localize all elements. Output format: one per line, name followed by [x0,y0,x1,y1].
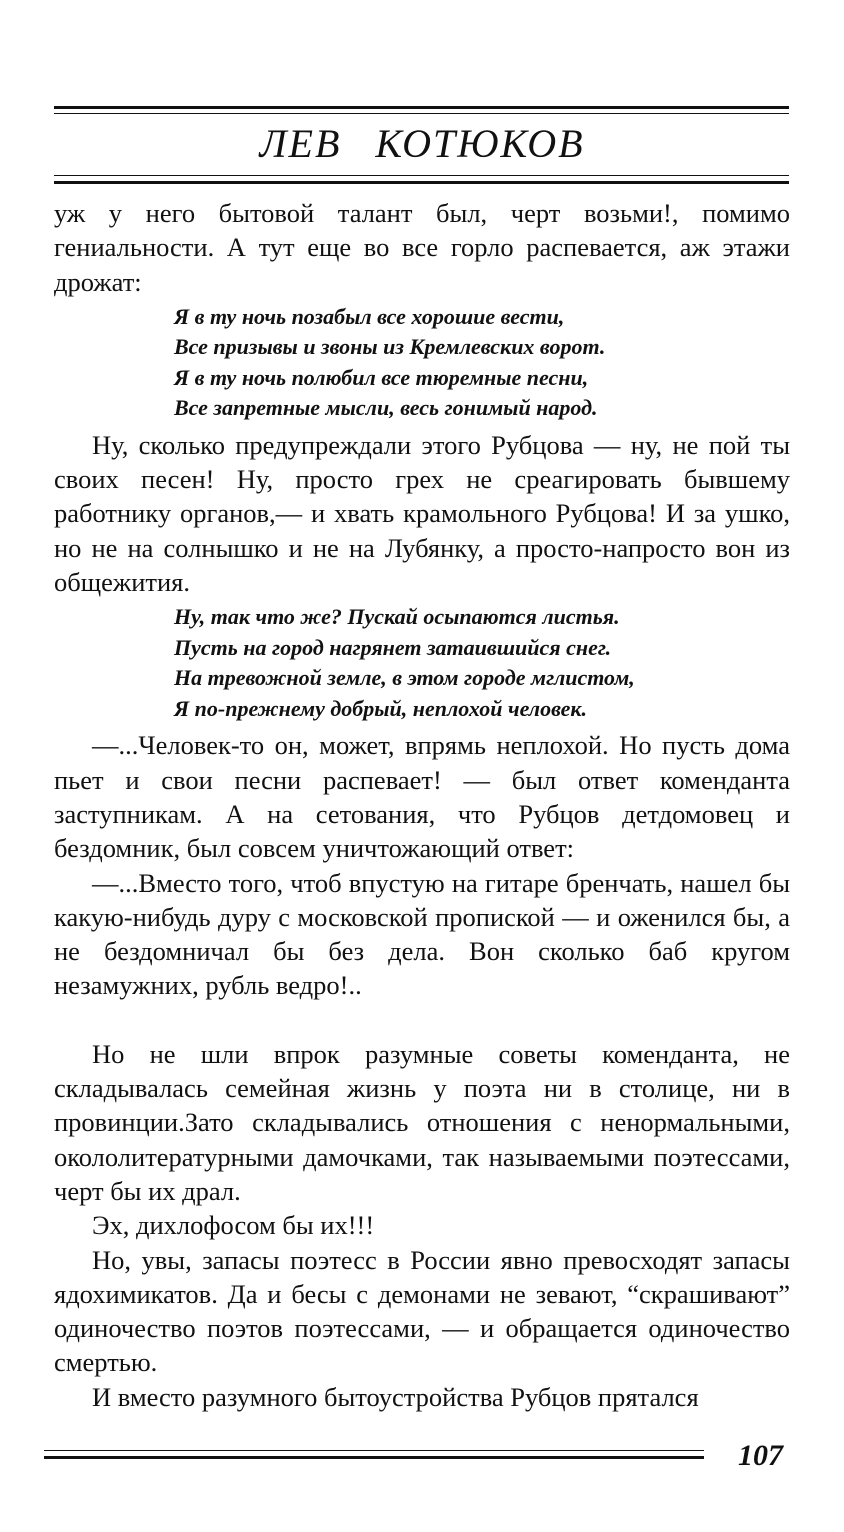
section-gap [54,1003,790,1037]
paragraph: Ну, сколько предупреждали этого Рубцова — ну, не пой ты своих песен! Ну, просто грех не среагировать бывшему работнику органов,— и хвать крамольного Рубцова! И за ушко, но не на солнышко и не на Лубянку, а просто-напросто вон из общежития. [54,429,790,598]
running-header-author: ЛЕВ КОТЮКОВ [259,121,585,166]
page-body [54,196,790,1414]
verse-stanza-2 [174,602,790,724]
paragraph: —...Вместо того, чтоб впустую на гитаре бренчать, нашел бы какую-нибудь дуру с московской пропиской — и оженился бы, а не бездомничал бы без дела. Вон сколько баб кругом незамужних, рубль ведро!.. [54,867,790,1001]
verse-line: Ну, так что же? Пускай осыпаются листья. [174,604,620,630]
footer-rule [44,1450,704,1459]
paragraph: И вместо разумного бытоустройства Рубцов прятался [92,1381,699,1412]
paragraph: —...Человек-то он, может, впрямь неплохой. Но пусть дома пьет и свои песни распевает! — был ответ коменданта заступникам. А на сетования, что Рубцов детдомовец и бездомник, был совсем уничтожающий ответ: [54,730,790,864]
verse-line: Я по-прежнему добрый, неплохой человек. [174,695,588,721]
verse-stanza-1 [174,302,790,424]
header-bottom-rule [54,175,789,184]
verse-line: Я в ту ночь позабыл все хорошие вести, [174,303,565,329]
paragraph: Эх, дихлофосом бы их!!! [92,1210,375,1241]
header-top-rule [54,106,789,114]
verse-line: Я в ту ночь полюбил все тюремные песни, [174,364,589,390]
page-number: 107 [738,1439,783,1472]
verse-line: Все запретные мысли, весь гонимый народ. [174,395,598,421]
paragraph: Но, увы, запасы поэтесс в России явно превосходят запасы ядохимикатов. Да и бесы с демонами не зевают, “скрашивают” одиночество поэтов поэтессами, — и обращается одиночество смертью. [54,1244,790,1378]
paragraph: уж у него бытовой талант был, черт возьми!, помимо гениальности. А тут еще во все горло распевается, аж этажи дрожат: [54,198,790,297]
paragraph: Но не шли впрок разумные советы коменданта, не складывалась семейная жизнь у поэта ни в столице, ни в провинции.Зато складывались отношения с ненормальными, окололитературными дамочками, так называемыми поэтессами, черт бы их драл. [54,1038,790,1206]
verse-line: Пусть на город нагрянет затаившийся снег. [174,634,612,660]
verse-line: На тревожной земле, в этом городе мглистом, [174,665,635,691]
verse-line: Все призывы и звоны из Кремлевских ворот. [174,334,606,360]
